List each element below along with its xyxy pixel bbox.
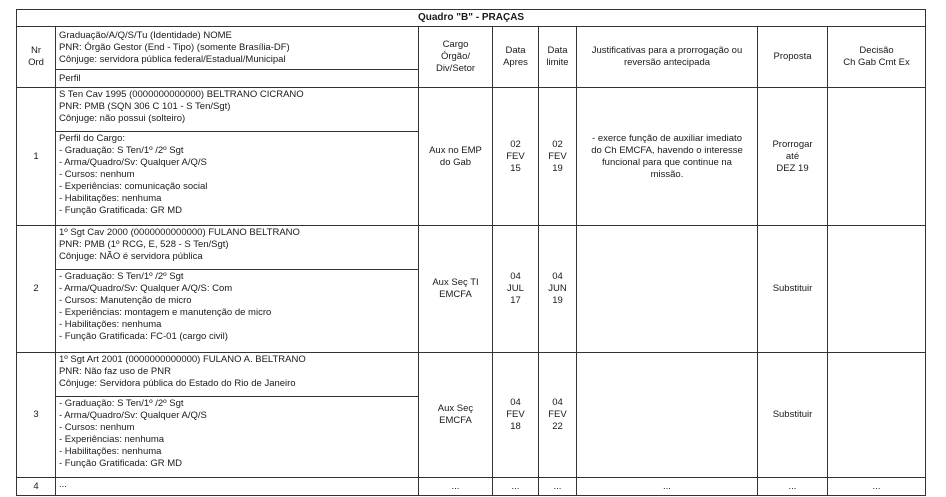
row-justificativa <box>577 88 758 226</box>
table-row <box>17 353 926 397</box>
text-line: 17 <box>510 295 521 306</box>
text-line: funcional para que continue na <box>602 156 732 168</box>
table-title: Quadro "B" - PRAÇAS <box>17 10 926 27</box>
header-data-limite: Data limite <box>539 27 577 88</box>
text-line: 19 <box>552 295 563 306</box>
row-data-apres <box>493 353 539 478</box>
text-line: Perfil do Cargo: <box>59 133 126 144</box>
text-line: PNR: Não faz uso de PNR <box>59 366 171 377</box>
row-cargo <box>419 353 493 478</box>
text-line: - Experiências: nenhuma <box>59 434 165 445</box>
row-decisao <box>828 353 926 478</box>
text-line: do Ch EMCFA, havendo o interesse <box>591 144 743 156</box>
text-line: 22 <box>552 421 563 432</box>
text-line: do Gab <box>439 156 472 168</box>
row-identidade <box>56 88 419 132</box>
row-limite: ... <box>539 478 577 496</box>
text-line: 04 <box>552 397 563 408</box>
text-line: Prorrogar <box>772 138 813 150</box>
text-line: - Arma/Quadro/Sv: Qualquer A/Q/S <box>59 410 207 421</box>
text-line: até <box>785 150 800 162</box>
text-line: - Habilitações: nenhuma <box>59 193 162 204</box>
header-data-apres: Data Apres <box>493 27 539 88</box>
row-number: 3 <box>17 353 56 478</box>
text-line: JUL <box>507 283 524 294</box>
text-line: FEV <box>506 150 525 162</box>
row-identidade <box>56 353 419 397</box>
row-data-apres <box>493 88 539 226</box>
text-line: - Cursos: Manutenção de micro <box>59 295 192 306</box>
row-justificativa <box>577 226 758 353</box>
text-line: - Função Gratificada: GR MD <box>59 458 183 469</box>
text-line: - Arma/Quadro/Sv: Qualquer A/Q/S <box>59 157 207 168</box>
text-line: - Graduação: S Ten/1º /2º Sgt <box>59 271 184 282</box>
text-line: JUN <box>548 283 567 294</box>
row-data-limite <box>539 353 577 478</box>
row-decisao <box>828 88 926 226</box>
row-perfil <box>56 132 419 226</box>
row-proposta <box>758 226 828 353</box>
text-line: Aux Seç <box>437 403 474 414</box>
text-line: 19 <box>552 162 563 174</box>
row-justificativa: ... <box>577 478 758 496</box>
text-line: 1º Sgt Art 2001 (0000000000000) FULANO A. BELTRANO <box>59 354 306 365</box>
text-line: Aux Seç TI <box>432 277 479 288</box>
row-identidade: ... <box>56 478 419 496</box>
text-line: - Habilitações: nenhuma <box>59 446 162 457</box>
row-cargo <box>419 226 493 353</box>
text-line: FEV <box>548 409 567 420</box>
text-line: - Experiências: montagem e manutenção de micro <box>59 307 272 318</box>
text-line: - Função Gratificada: GR MD <box>59 205 183 216</box>
text-line: missão. <box>650 168 684 180</box>
row-proposta: ... <box>758 478 828 496</box>
text-line: Aux no EMP <box>429 144 482 156</box>
row-cargo <box>419 88 493 226</box>
row-perfil <box>56 397 419 478</box>
row-proposta <box>758 353 828 478</box>
table-row <box>17 88 926 132</box>
row-number: 1 <box>17 88 56 226</box>
text-line: 1º Sgt Cav 2000 (0000000000000) FULANO BELTRANO <box>59 227 300 238</box>
text-line: - Função Gratificada: FC-01 (cargo civil) <box>59 331 228 342</box>
text-line: 04 <box>552 271 563 282</box>
text-line: - Cursos: nenhum <box>59 169 135 180</box>
text-line: DEZ 19 <box>776 162 809 174</box>
text-line: EMCFA <box>439 415 472 426</box>
header-decisao: Decisão Ch Gab Cmt Ex <box>828 27 926 88</box>
header-perfil: Perfil <box>56 70 419 88</box>
text-line: - Habilitações: nenhuma <box>59 319 162 330</box>
text-line: Substituir <box>772 409 813 420</box>
text-line: 15 <box>510 162 521 174</box>
text-line: 02 <box>552 138 563 150</box>
text-line: 02 <box>510 138 521 150</box>
text-line: PNR: PMB (SQN 306 C 101 - S Ten/Sgt) <box>59 101 231 112</box>
header-cargo: Cargo Órgão/ Div/Setor <box>419 27 493 88</box>
header-identidade: Graduação/A/Q/S/Tu (Identidade) NOME PNR: Órgão Gestor (End - Tipo) (somente Brasília-DF) Cônjuge: servidora pública federal/Estadual/Municipal <box>56 27 419 70</box>
text-line: 04 <box>510 271 521 282</box>
text-line: - Graduação: S Ten/1º /2º Sgt <box>59 145 184 156</box>
header-justificativas: Justificativas para a prorrogação ou reversão antecipada <box>577 27 758 88</box>
pracas-table <box>16 9 926 496</box>
row-number: 4 <box>17 478 56 496</box>
table-row <box>17 226 926 270</box>
text-line: FEV <box>548 150 567 162</box>
row-data-limite <box>539 88 577 226</box>
row-data-apres <box>493 226 539 353</box>
header-nr-ord: Nr Ord <box>17 27 56 88</box>
text-line: Cônjuge: NÃO é servidora pública <box>59 251 203 262</box>
text-line: - exerce função de auxiliar imediato <box>592 132 742 144</box>
row-decisao <box>828 226 926 353</box>
text-line: Cônjuge: não possui (solteiro) <box>59 113 186 124</box>
text-line: 04 <box>510 397 521 408</box>
row-identidade <box>56 226 419 270</box>
text-line: - Experiências: comunicação social <box>59 181 208 192</box>
text-line: - Graduação: S Ten/1º /2º Sgt <box>59 398 184 409</box>
text-line: Cônjuge: Servidora pública do Estado do Rio de Janeiro <box>59 378 296 389</box>
text-line: - Arma/Quadro/Sv: Qualquer A/Q/S: Com <box>59 283 233 294</box>
text-line: 18 <box>510 421 521 432</box>
text-line: Substituir <box>772 283 813 294</box>
row-cargo: ... <box>419 478 493 496</box>
row-proposta <box>758 88 828 226</box>
text-line: - Cursos: nenhum <box>59 422 135 433</box>
row-number: 2 <box>17 226 56 353</box>
row-apres: ... <box>493 478 539 496</box>
row-justificativa <box>577 353 758 478</box>
row-data-limite <box>539 226 577 353</box>
row-perfil <box>56 270 419 353</box>
table-row-last <box>17 478 926 496</box>
text-line: S Ten Cav 1995 (0000000000000) BELTRANO CICRANO <box>59 89 304 100</box>
header-proposta: Proposta <box>758 27 828 88</box>
text-line: EMCFA <box>439 289 472 300</box>
row-decisao: ... <box>828 478 926 496</box>
text-line: FEV <box>506 409 525 420</box>
text-line: PNR: PMB (1º RCG, E, 528 - S Ten/Sgt) <box>59 239 229 250</box>
